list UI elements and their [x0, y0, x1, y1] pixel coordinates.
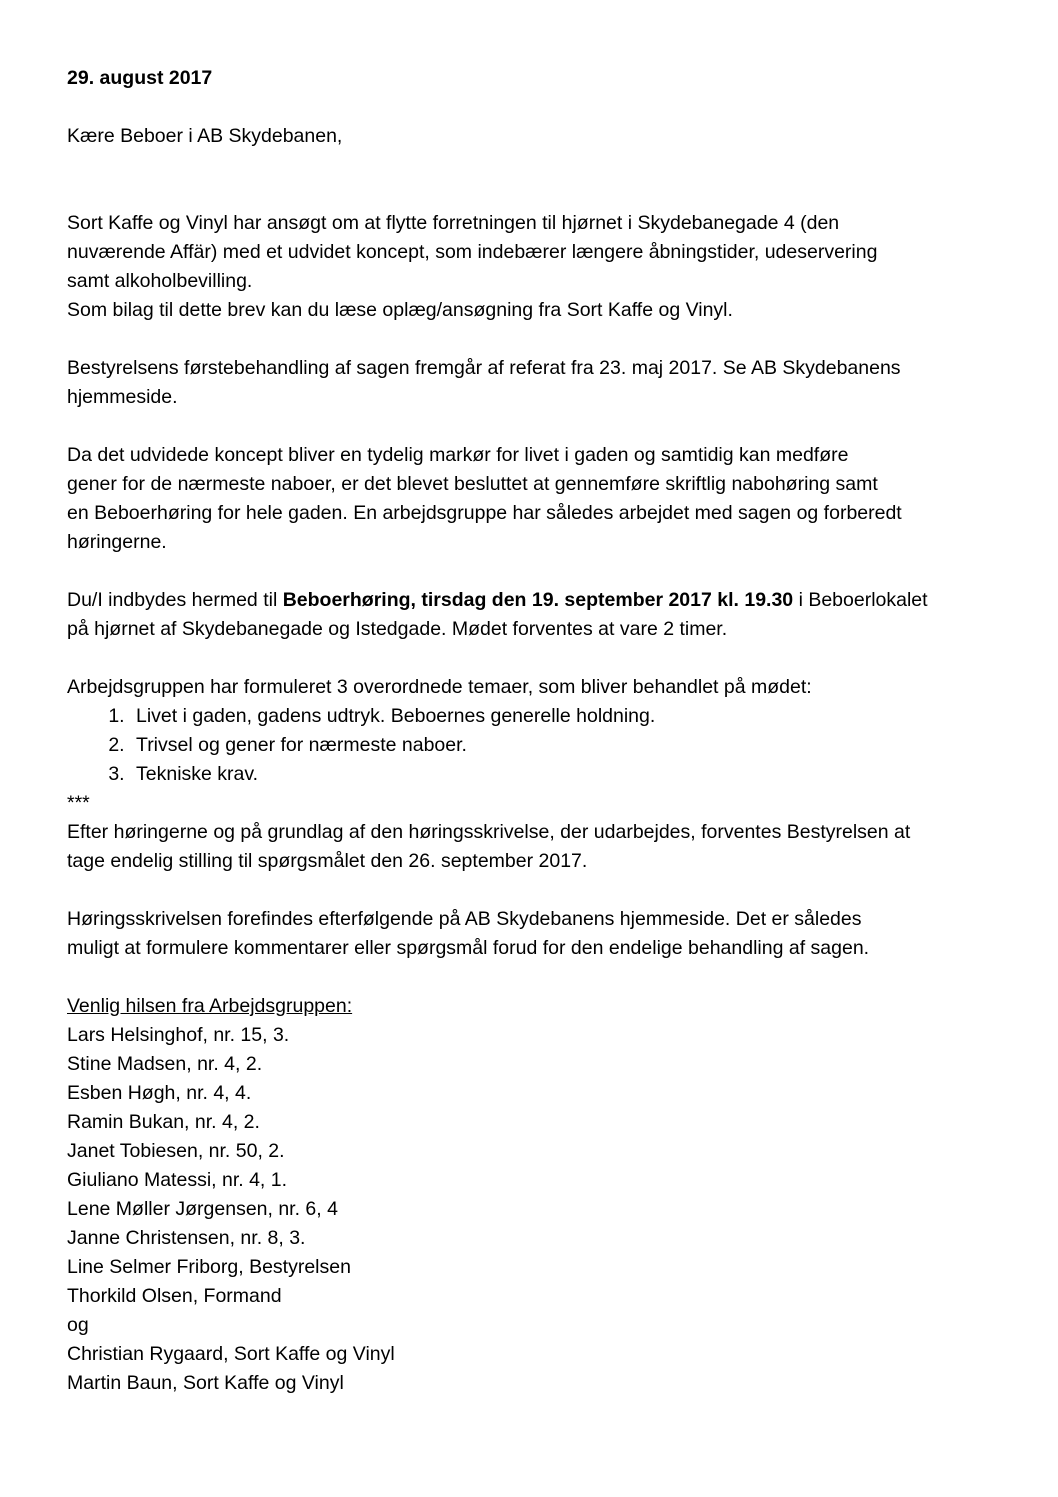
- signatory: Martin Baun, Sort Kaffe og Vinyl: [67, 1372, 344, 1394]
- signatory: Stine Madsen, nr. 4, 2.: [67, 1053, 263, 1075]
- text-line: gener for de nærmeste naboer, er det blevet besluttet at gennemføre skriftlig nabohøring samt: [67, 473, 878, 495]
- list-item: 1. Livet i gaden, gadens udtryk. Beboernes generelle holdning.: [130, 702, 1007, 731]
- signoff: Venlig hilsen fra Arbejdsgruppen:: [67, 995, 353, 1017]
- paragraph-concept: [67, 441, 1007, 557]
- paragraph-invitation: [67, 586, 1007, 644]
- text-line: muligt at formulere kommentarer eller spørgsmål forud for den endelige behandling af sagen.: [67, 937, 870, 959]
- signatory: Esben Høgh, nr. 4, 4.: [67, 1082, 252, 1104]
- text-line: Bestyrelsens førstebehandling af sagen fremgår af referat fra 23. maj 2017. Se AB Skydebanens: [67, 357, 901, 379]
- signatory: Janne Christensen, nr. 8, 3.: [67, 1227, 306, 1249]
- list-item: 3. Tekniske krav.: [130, 760, 1007, 789]
- meeting-details: Beboerhøring, tirsdag den 19. september 2017 kl. 19.30: [282, 589, 794, 611]
- paragraph-board-treatment: [67, 354, 1007, 412]
- signatory: Thorkild Olsen, Formand: [67, 1285, 282, 1307]
- text-line: Efter høringerne og på grundlag af den høringsskrivelse, der udarbejdes, forventes Bestyrelsen at: [67, 821, 911, 843]
- themes-list: [67, 702, 1007, 789]
- invitation-line: [67, 586, 1007, 615]
- text-line: Høringsskrivelsen forefindes efterfølgende på AB Skydebanens hjemmeside. Det er således: [67, 908, 862, 930]
- text-line: en Beboerhøring for hele gaden. En arbejdsgruppe har således arbejdet med sagen og forberedt: [67, 502, 902, 524]
- signatory: Christian Rygaard, Sort Kaffe og Vinyl: [67, 1343, 395, 1365]
- text-line: nuværende Affär) med et udvidet koncept, som indebærer længere åbningstider, udeservering: [67, 241, 878, 263]
- salutation: Kære Beboer i AB Skydebanen,: [67, 125, 343, 147]
- paragraph-decision: [67, 818, 1007, 876]
- text-line: Sort Kaffe og Vinyl har ansøgt om at flytte forretningen til hjørnet i Skydebanegade 4 (den: [67, 212, 840, 234]
- signatory: Lene Møller Jørgensen, nr. 6, 4: [67, 1198, 338, 1220]
- paragraph-application: [67, 209, 1007, 325]
- text-line: på hjørnet af Skydebanegade og Istedgade. Mødet forventes at vare 2 timer.: [67, 618, 728, 640]
- themes-intro: Arbejdsgruppen har formuleret 3 overordnede temaer, som bliver behandlet på mødet:: [67, 676, 812, 698]
- signatory: Giuliano Matessi, nr. 4, 1.: [67, 1169, 288, 1191]
- letter-page: [67, 64, 1007, 1398]
- text-line: samt alkoholbevilling.: [67, 270, 253, 292]
- invitation-prefix: Du/I indbydes hermed til: [67, 589, 283, 611]
- separator: ***: [67, 792, 90, 814]
- text-line: høringerne.: [67, 531, 167, 553]
- signatory: Line Selmer Friborg, Bestyrelsen: [67, 1256, 351, 1278]
- signatory: Ramin Bukan, nr. 4, 2.: [67, 1111, 260, 1133]
- signatory: Lars Helsinghof, nr. 15, 3.: [67, 1024, 290, 1046]
- list-item: 2. Trivsel og gener for nærmeste naboer.: [130, 731, 1007, 760]
- text-line: tage endelig stilling til spørgsmålet den 26. september 2017.: [67, 850, 588, 872]
- text-line: Da det udvidede koncept bliver en tydelig markør for livet i gaden og samtidig kan medføre: [67, 444, 849, 466]
- paragraph-hearing-letter: [67, 905, 1007, 963]
- text-line: hjemmeside.: [67, 386, 178, 408]
- signatory-conjunction: og: [67, 1314, 89, 1336]
- text-line: Som bilag til dette brev kan du læse oplæg/ansøgning fra Sort Kaffe og Vinyl.: [67, 299, 733, 321]
- signatory: Janet Tobiesen, nr. 50, 2.: [67, 1140, 285, 1162]
- signatories-list: [67, 1021, 1007, 1398]
- invitation-suffix: i Beboerlokalet: [793, 589, 928, 611]
- letter-date: 29. august 2017: [67, 67, 213, 89]
- themes-section: [67, 673, 1007, 818]
